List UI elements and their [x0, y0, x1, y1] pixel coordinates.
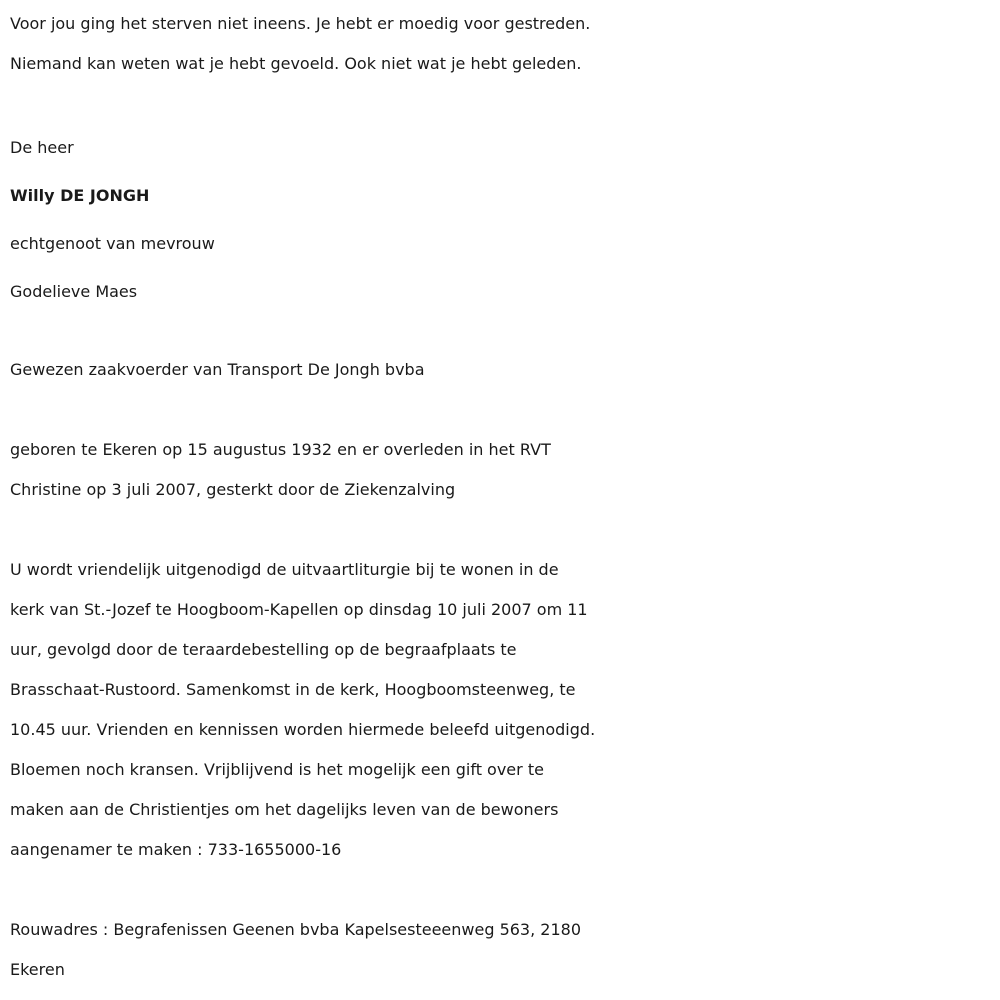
- invitation-line: maken aan de Christientjes om het dagelijks leven van de bewoners: [10, 800, 559, 819]
- invitation-line: Brasschaat-Rustoord. Samenkomst in de kerk, Hoogboomsteenweg, te: [10, 680, 576, 699]
- birth-death-line: Christine op 3 juli 2007, gesterkt door de Ziekenzalving: [10, 480, 456, 499]
- invitation-line: 10.45 uur. Vrienden en kennissen worden hiermede beleefd uitgenodigd.: [10, 720, 596, 739]
- address-line: Rouwadres : Begrafenissen Geenen bvba Kapelsesteeenweg 563, 2180: [10, 920, 581, 939]
- invitation-line: U wordt vriendelijk uitgenodigd de uitvaartliturgie bij te wonen in de: [10, 560, 559, 579]
- invitation-line: uur, gevolgd door de teraardebestelling op de begraafplaats te: [10, 640, 517, 659]
- spouse-info: [10, 220, 995, 316]
- funeral-invitation: [10, 550, 995, 870]
- birth-death-line: geboren te Ekeren op 15 augustus 1932 en er overleden in het RVT: [10, 440, 551, 459]
- spacer: [10, 510, 995, 550]
- invitation-line: kerk van St.-Jozef te Hoogboom-Kapellen op dinsdag 10 juli 2007 om 11: [10, 600, 588, 619]
- spacer: [10, 870, 995, 910]
- salutation: De heer: [10, 138, 74, 157]
- spouse-line: Godelieve Maes: [10, 282, 138, 301]
- spouse-line: echtgenoot van mevrouw: [10, 234, 215, 253]
- verse-line: Voor jou ging het sterven niet ineens. Je hebt er moedig voor gestreden.: [10, 14, 591, 33]
- birth-death-info: [10, 430, 995, 510]
- invitation-line: Bloemen noch kransen. Vrijblijvend is het mogelijk een gift over te: [10, 760, 544, 779]
- verse-line: Niemand kan weten wat je hebt gevoeld. Ook niet wat je hebt geleden.: [10, 54, 582, 73]
- address-line: Ekeren: [10, 960, 65, 979]
- spacer: [10, 390, 995, 430]
- occupation: Gewezen zaakvoerder van Transport De Jongh bvba: [10, 360, 425, 379]
- obituary-notice: [10, 0, 995, 990]
- verse: [10, 4, 995, 84]
- mourning-address: [10, 910, 995, 990]
- deceased-name: Willy DE JONGH: [10, 186, 150, 205]
- invitation-line: aangenamer te maken : 733-1655000-16: [10, 840, 342, 859]
- spacer: [10, 84, 995, 124]
- spacer: [10, 316, 995, 350]
